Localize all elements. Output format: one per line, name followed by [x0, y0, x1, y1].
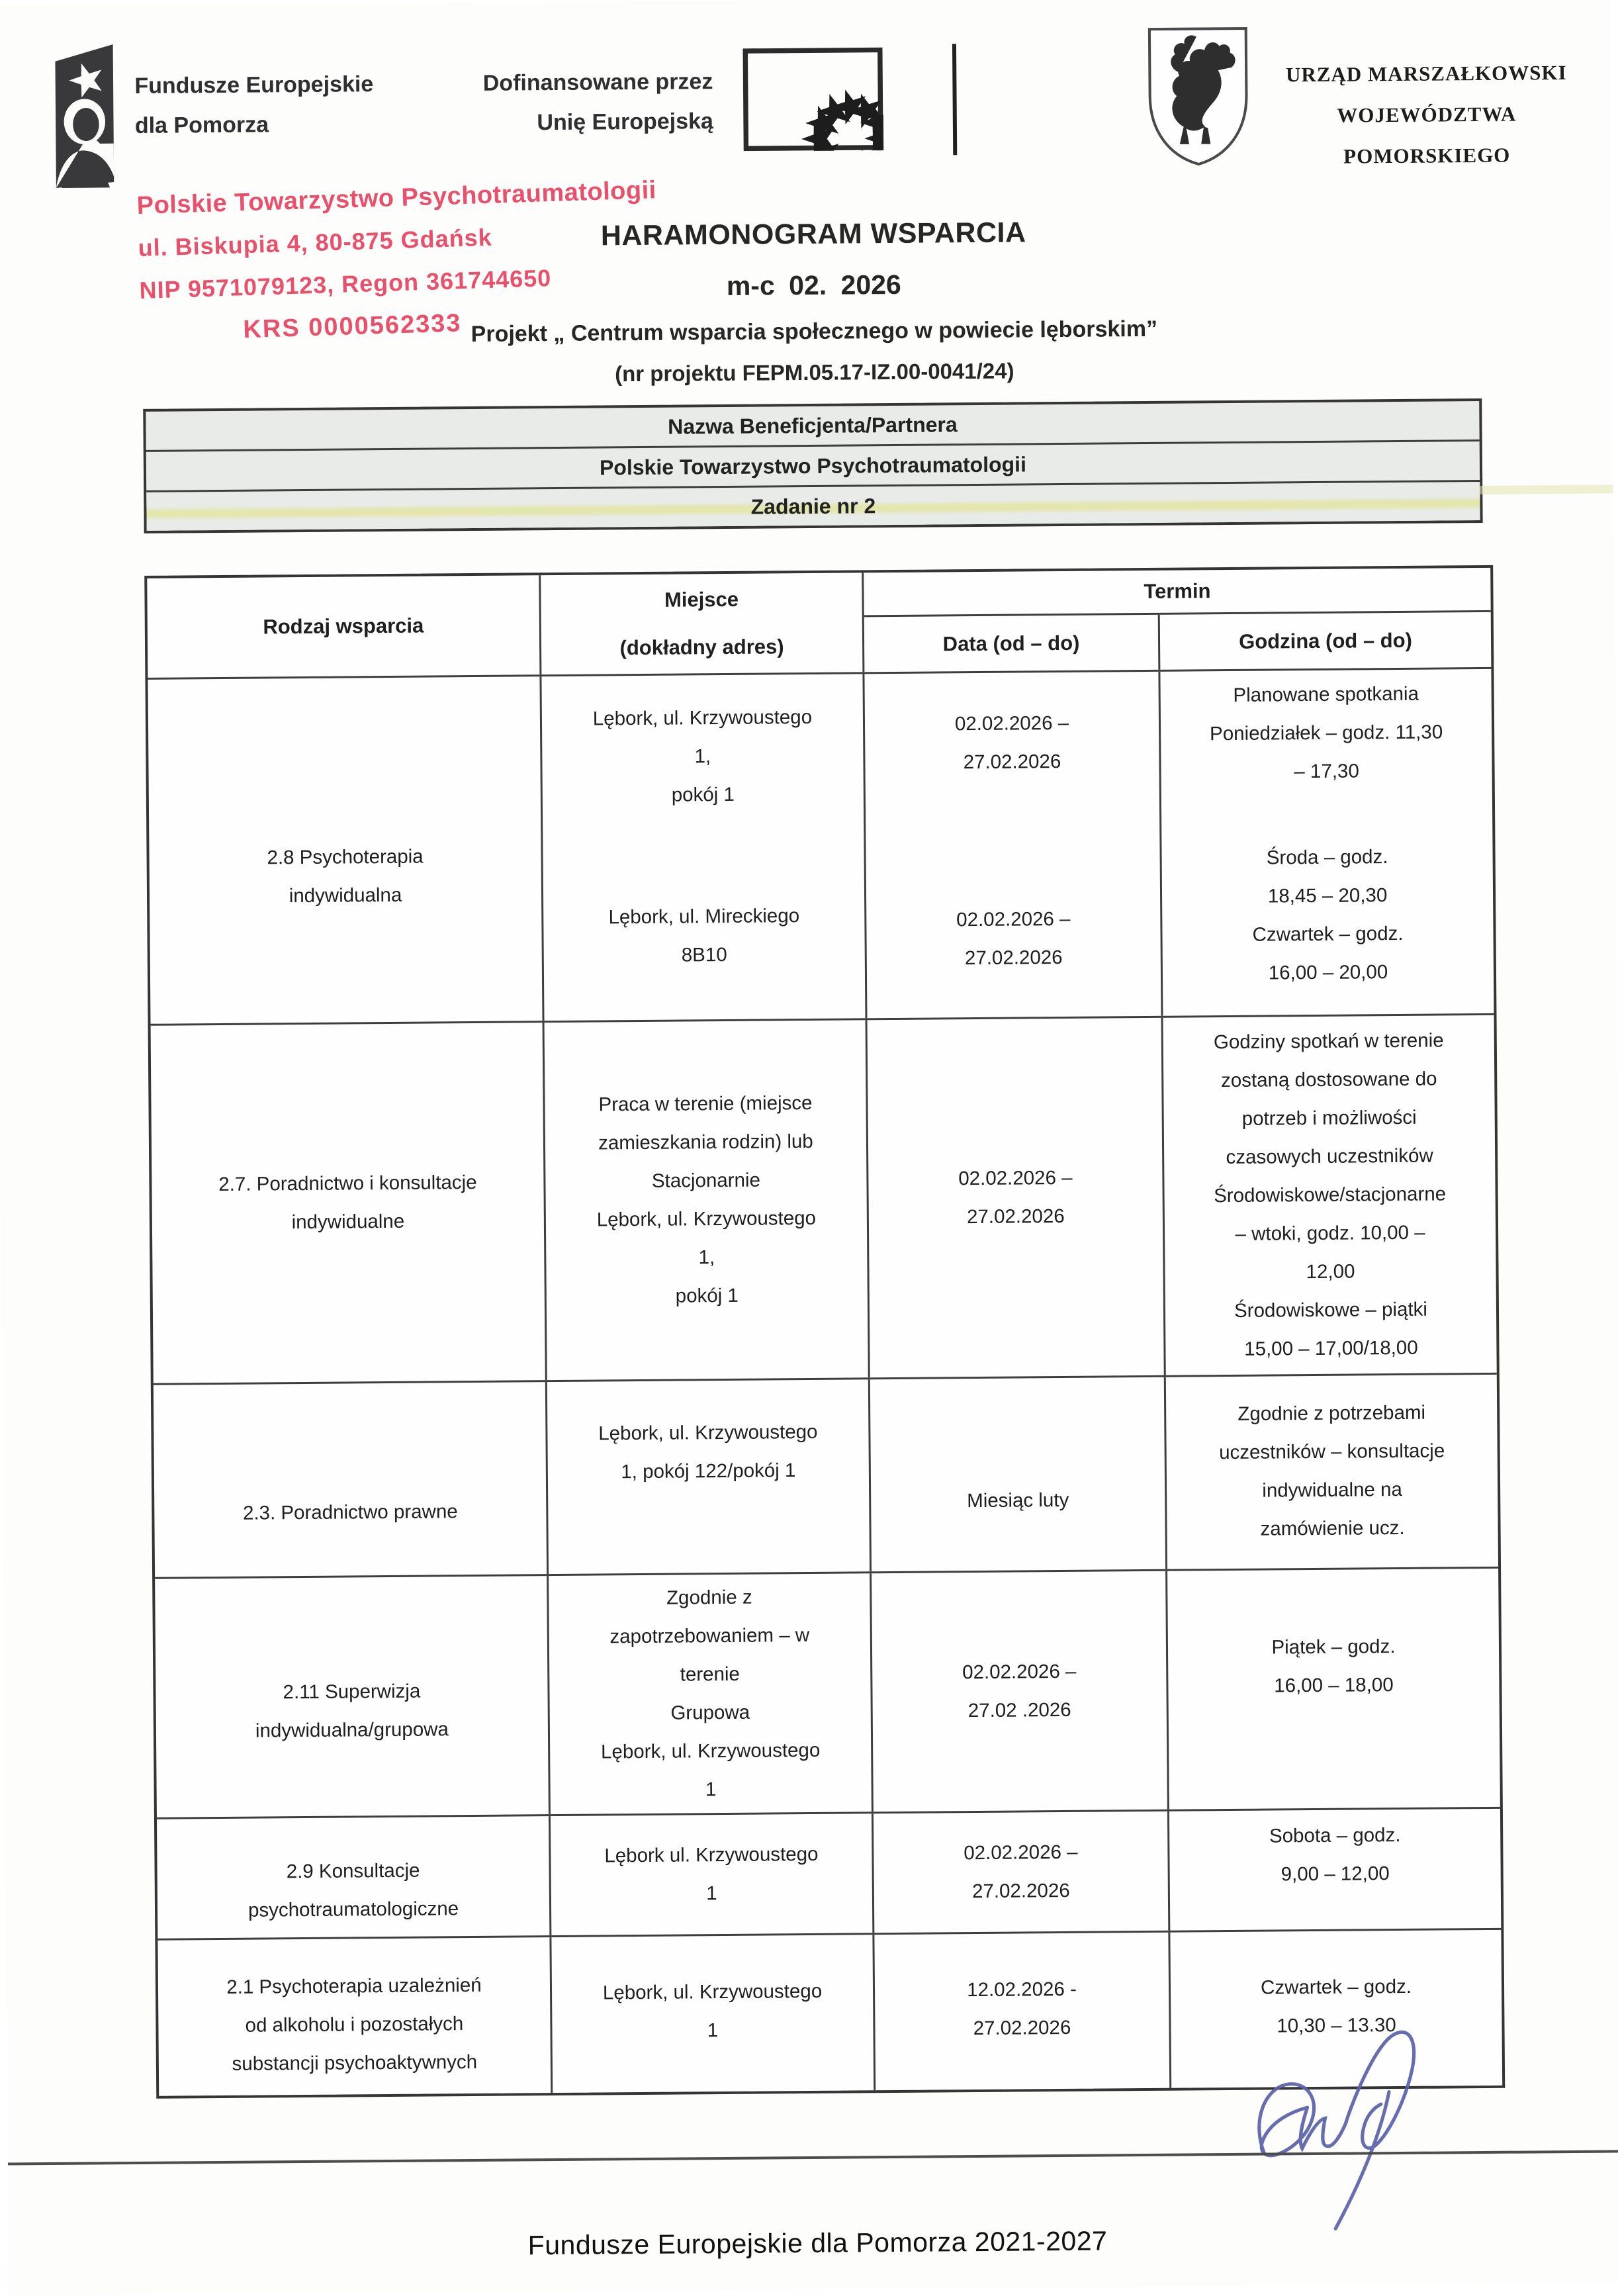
cell-rodzaj: 2.7. Poradnictwo i konsultacje indywidualne [151, 1023, 547, 1383]
stamp-line-3: NIP 9571079123, Regon 361744650 [139, 264, 552, 304]
signature [1241, 2015, 1461, 2242]
cell-miejsce: Zgodnie z zapotrzebowaniem – w terenie Grupowa Lębork, ul. Krzywoustego 1 [549, 1573, 874, 1814]
cell-godzina [1160, 669, 1494, 1016]
col-header-rodzaj: Rodzaj wsparcia [147, 575, 541, 678]
funding-credit-label [402, 62, 713, 144]
table-row [155, 1567, 1500, 1817]
cell-rodzaj: 2.11 Superwizja indywidualna/grupowa [155, 1576, 551, 1817]
table-header-row [147, 568, 1491, 678]
cell-godzina: Czwartek – godz. 10,30 – 13.30 [1260, 1975, 1412, 2037]
col-header-termin-group [864, 568, 1491, 672]
task-number: Zadanie nr 2 [146, 480, 1480, 531]
address-block-1: Lębork, ul. Krzywoustego 1, pokój 1 [592, 706, 813, 806]
header-divider [952, 44, 957, 155]
beneficiary-name: Polskie Towarzystwo Psychotraumatologii [146, 439, 1480, 490]
cell-miejsce [541, 674, 867, 1021]
program-logo-line2: dla Pomorza [134, 112, 269, 138]
funding-credit-line2: Unię Europejską [537, 109, 713, 136]
cell-data: 02.02.2026 – 27.02 .2026 [872, 1571, 1169, 1812]
eu-flag-icon [742, 47, 883, 152]
cell-miejsce: Praca w terenie (miejsce zamieszkania rodzin) lub Stacjonarnie Lębork, ul. Krzywoustego 1, pokój 1 [545, 1020, 870, 1380]
stamp-line-4: KRS 0000562333 [242, 309, 463, 344]
highlight-smudge [1479, 484, 1613, 494]
beneficiary-box [143, 398, 1482, 533]
stamp-line-2: ul. Biskupia 4, 80-875 Gdańsk [138, 223, 493, 262]
cell-rodzaj: 2.9 Konsultacje psychotraumatologiczne [157, 1816, 551, 1939]
program-footer: Fundusze Europejskie dla Pomorza 2021-2027 [527, 2225, 1108, 2261]
col-header-termin: Termin [864, 568, 1490, 617]
cell-miejsce: Lębork, ul. Krzywoustego 1 [551, 1935, 876, 2093]
month-line: m-c 02. 2026 [726, 269, 901, 301]
cell-data: 02.02.2026 – 27.02.2026 [868, 1018, 1166, 1377]
cell-godzina: Piątek – godz. 16,00 – 18,00 [1271, 1635, 1396, 1697]
cell-miejsce: Lębork, ul. Krzywoustego 1, pokój 122/pokój 1 [547, 1379, 872, 1574]
address-block-2: Lębork, ul. Mireckiego 8B10 [608, 905, 800, 966]
cell-godzina: Sobota – godz. 9,00 – 12,00 [1269, 1824, 1401, 1886]
cell-rodzaj: 2.8 Psychoterapia indywidualna [148, 676, 544, 1024]
table-row [151, 1013, 1497, 1383]
col-header-godzina: Godzina (od – do) [1239, 628, 1413, 653]
eu-funds-logo-icon [50, 40, 120, 193]
project-number: (nr projektu FEPM.05.17-IZ.00-0041/24) [614, 358, 1014, 387]
beneficiary-box-header: Nazwa Beneficjenta/Partnera [668, 412, 958, 439]
schedule-table [144, 565, 1505, 2099]
stamp-line-1: Polskie Towarzystwo Psychotraumatologii [136, 176, 657, 220]
table-row [148, 667, 1494, 1024]
cell-data: 12.02.2026 - 27.02.2026 [874, 1933, 1171, 2091]
col-header-miejsce: Miejsce (dokładny adres) [541, 573, 864, 674]
table-row [157, 1807, 1501, 1939]
office-name-line1: URZĄD MARSZAŁKOWSKI [1285, 60, 1567, 87]
time-block-1: Planowane spotkania Poniedziałek – godz. 11,30 – 17,30 [1209, 682, 1443, 783]
program-logo-label [134, 64, 374, 146]
funding-credit-line1: Dofinansowane przez [482, 69, 713, 96]
time-block-2: Środa – godz. 18,45 – 20,30 Czwartek – godz. 16,00 – 20,00 [1252, 846, 1404, 984]
office-name [1273, 52, 1580, 178]
cell-godzina: Zgodnie z potrzebami uczestników – konsultacje indywidualne na zamówienie ucz. [1218, 1401, 1445, 1540]
cell-rodzaj: 2.3. Poradnictwo prawne [154, 1382, 549, 1577]
cell-godzina: Godziny spotkań w terenie zostaną dostosowane do potrzeb i możliwości czasowych uczestników Środowiskowe/stacjonarne – wtoki, godz. 10,00 – 12,00 Środowiskowe – piątki 15,00 – 17,00/18,00 [1213, 1029, 1447, 1360]
cell-rodzaj: 2.1 Psychoterapia uzależnień od alkoholu i pozostałych substancji psychoaktywnych [157, 1937, 553, 2096]
date-block-1: 02.02.2026 – 27.02.2026 [954, 712, 1069, 774]
cell-miejsce: Lębork ul. Krzywoustego 1 [551, 1814, 874, 1935]
col-header-data: Data (od – do) [864, 615, 1161, 672]
cell-data: 02.02.2026 – 27.02.2026 [874, 1812, 1170, 1933]
page-title: HARAMONOGRAM WSPARCIA [600, 216, 1026, 252]
office-name-line2: WOJEWÓDZTWA POMORSKIEGO [1337, 102, 1517, 168]
program-logo-line1: Fundusze Europejskie [134, 71, 374, 99]
date-block-2: 02.02.2026 – 27.02.2026 [956, 907, 1071, 970]
project-name: Projekt „ Centrum wsparcia społecznego w powiecie lęborskim” [471, 316, 1158, 347]
table-row [154, 1373, 1498, 1577]
cell-data [864, 672, 1163, 1018]
griffin-crest-icon [1144, 24, 1253, 169]
cell-data: Miesiąc luty [870, 1377, 1167, 1572]
